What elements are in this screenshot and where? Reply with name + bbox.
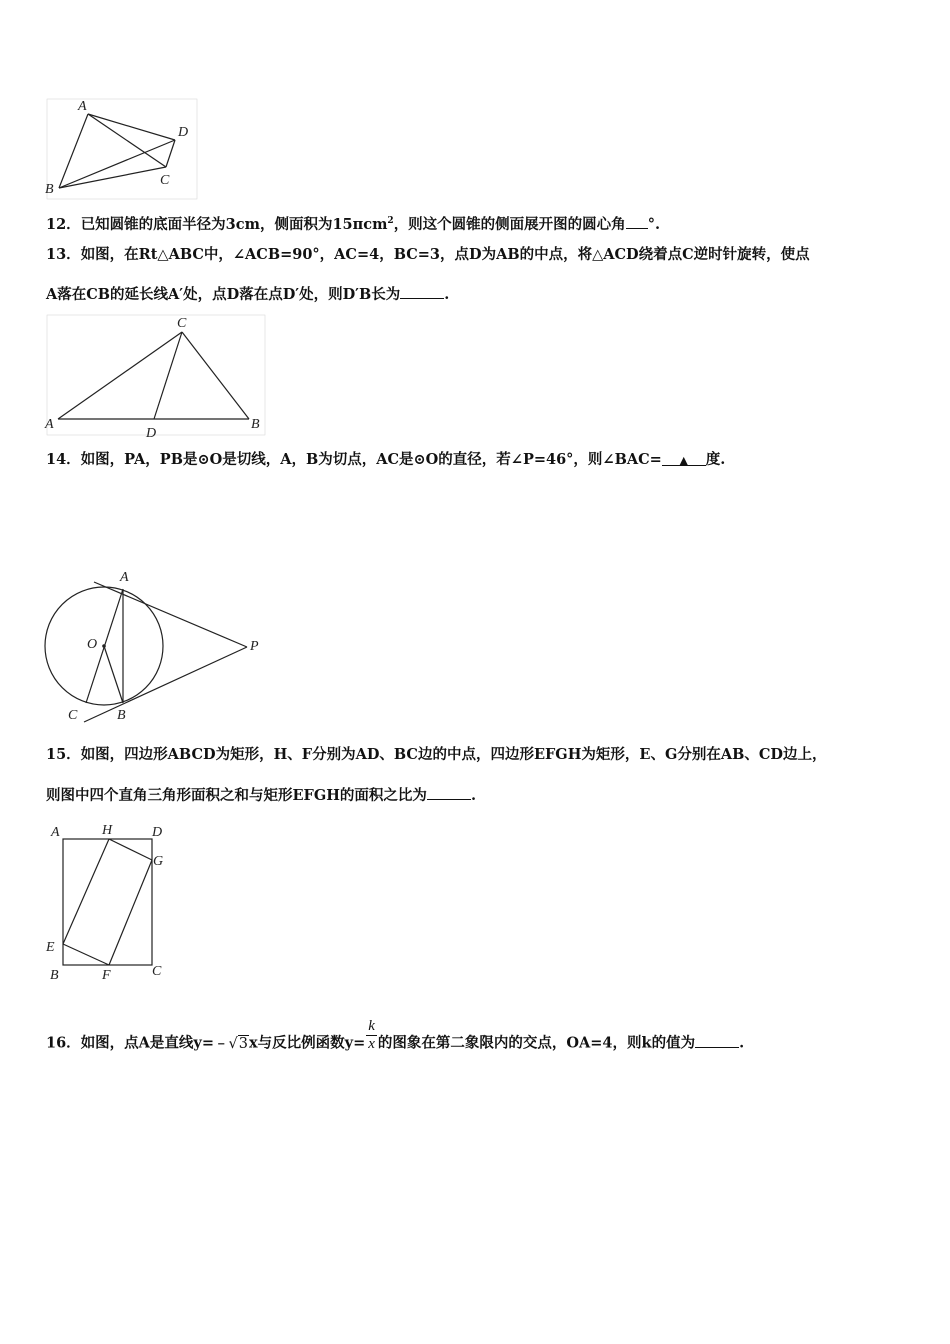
numerator: k	[368, 1018, 375, 1034]
answer-blank[interactable]	[427, 784, 471, 800]
point-label: D	[146, 426, 157, 439]
question-text: 如图，四边形ABCD为矩形，H、F分别为AD、BC边的中点，四边形EFGH为矩形，E、G分别在AB、CD边上，	[80, 746, 827, 763]
question-text: A落在CB的延长线A′处，点D落在点D′处，则D′B长为	[46, 286, 401, 303]
point-label: F	[102, 968, 111, 983]
point-label: G	[153, 854, 164, 869]
point-label: D	[178, 125, 189, 140]
question-text: 如图，点A是直线y=﹣	[80, 1034, 229, 1052]
figure-circle-tangents	[40, 566, 270, 728]
question-12	[46, 211, 660, 235]
question-13-line-2	[46, 283, 449, 305]
question-text: .	[470, 787, 476, 804]
point-label: A	[120, 570, 129, 585]
point-label: B	[251, 417, 260, 432]
question-number: 13．	[46, 246, 81, 263]
point-label: A	[51, 825, 60, 840]
question-text: 如图，PA，PB是⊙O是切线，A，B为切点，AC是⊙O的直径，若∠P=46°，则∠BAC=	[80, 451, 662, 468]
superscript: 2	[387, 216, 394, 226]
point-label: A	[78, 99, 87, 114]
answer-blank[interactable]	[400, 283, 444, 299]
point-label: H	[102, 823, 113, 838]
question-text: ，则这个圆锥的侧面展开图的圆心角	[393, 215, 626, 233]
question-text: 则图中四个直角三角形面积之和与矩形EFGH的面积之比为	[46, 787, 427, 804]
figure-rectangle-abcd-efgh	[42, 820, 172, 984]
question-text: 如图，在Rt△ABC中，∠ACB=90°，AC=4，BC=3，点D为AB的中点，将△ACD绕着点C逆时针旋转，使点	[80, 246, 810, 263]
figure-triangle-abc	[42, 311, 268, 439]
answer-blank[interactable]	[626, 213, 648, 229]
question-text: °.	[647, 215, 660, 233]
question-13	[46, 245, 810, 265]
triangle-mark: ▲	[679, 454, 689, 467]
question-16	[46, 1018, 745, 1061]
question-number: 16．	[46, 1034, 81, 1052]
question-15-line-2	[46, 784, 476, 806]
answer-blank[interactable]	[695, 1032, 739, 1048]
point-label: C	[160, 173, 170, 188]
question-number: 15．	[46, 746, 81, 763]
question-number: 12．	[46, 215, 81, 233]
question-14	[46, 450, 725, 470]
question-text: 的图象在第二象限内的交点，OA=4，则k的值为	[377, 1034, 696, 1052]
point-label: E	[46, 940, 55, 955]
question-number: 14．	[46, 451, 81, 468]
question-15	[46, 745, 826, 765]
question-text: .	[444, 286, 450, 303]
point-label: P	[250, 639, 259, 654]
point-label: B	[117, 708, 126, 723]
point-label: C	[152, 964, 162, 979]
point-label: O	[87, 637, 98, 652]
point-label: B	[45, 182, 54, 197]
point-label: D	[152, 825, 163, 840]
fraction-k-over-x	[366, 1018, 377, 1053]
question-text: x与反比例函数y=	[249, 1034, 366, 1052]
point-label: C	[177, 316, 187, 331]
question-text: 度.	[705, 451, 726, 468]
radicand: 3	[238, 1035, 248, 1052]
point-label: B	[50, 968, 59, 983]
point-label: A	[45, 417, 54, 432]
question-text: 已知圆锥的底面半径为3cm，侧面积为15πcm	[80, 215, 388, 233]
answer-blank[interactable]	[662, 450, 706, 466]
denominator: x	[368, 1036, 375, 1052]
square-root: √3	[228, 1035, 248, 1052]
figure-quadrilateral-abcd	[42, 96, 202, 200]
question-text: .	[739, 1034, 745, 1052]
point-label: C	[68, 708, 78, 723]
